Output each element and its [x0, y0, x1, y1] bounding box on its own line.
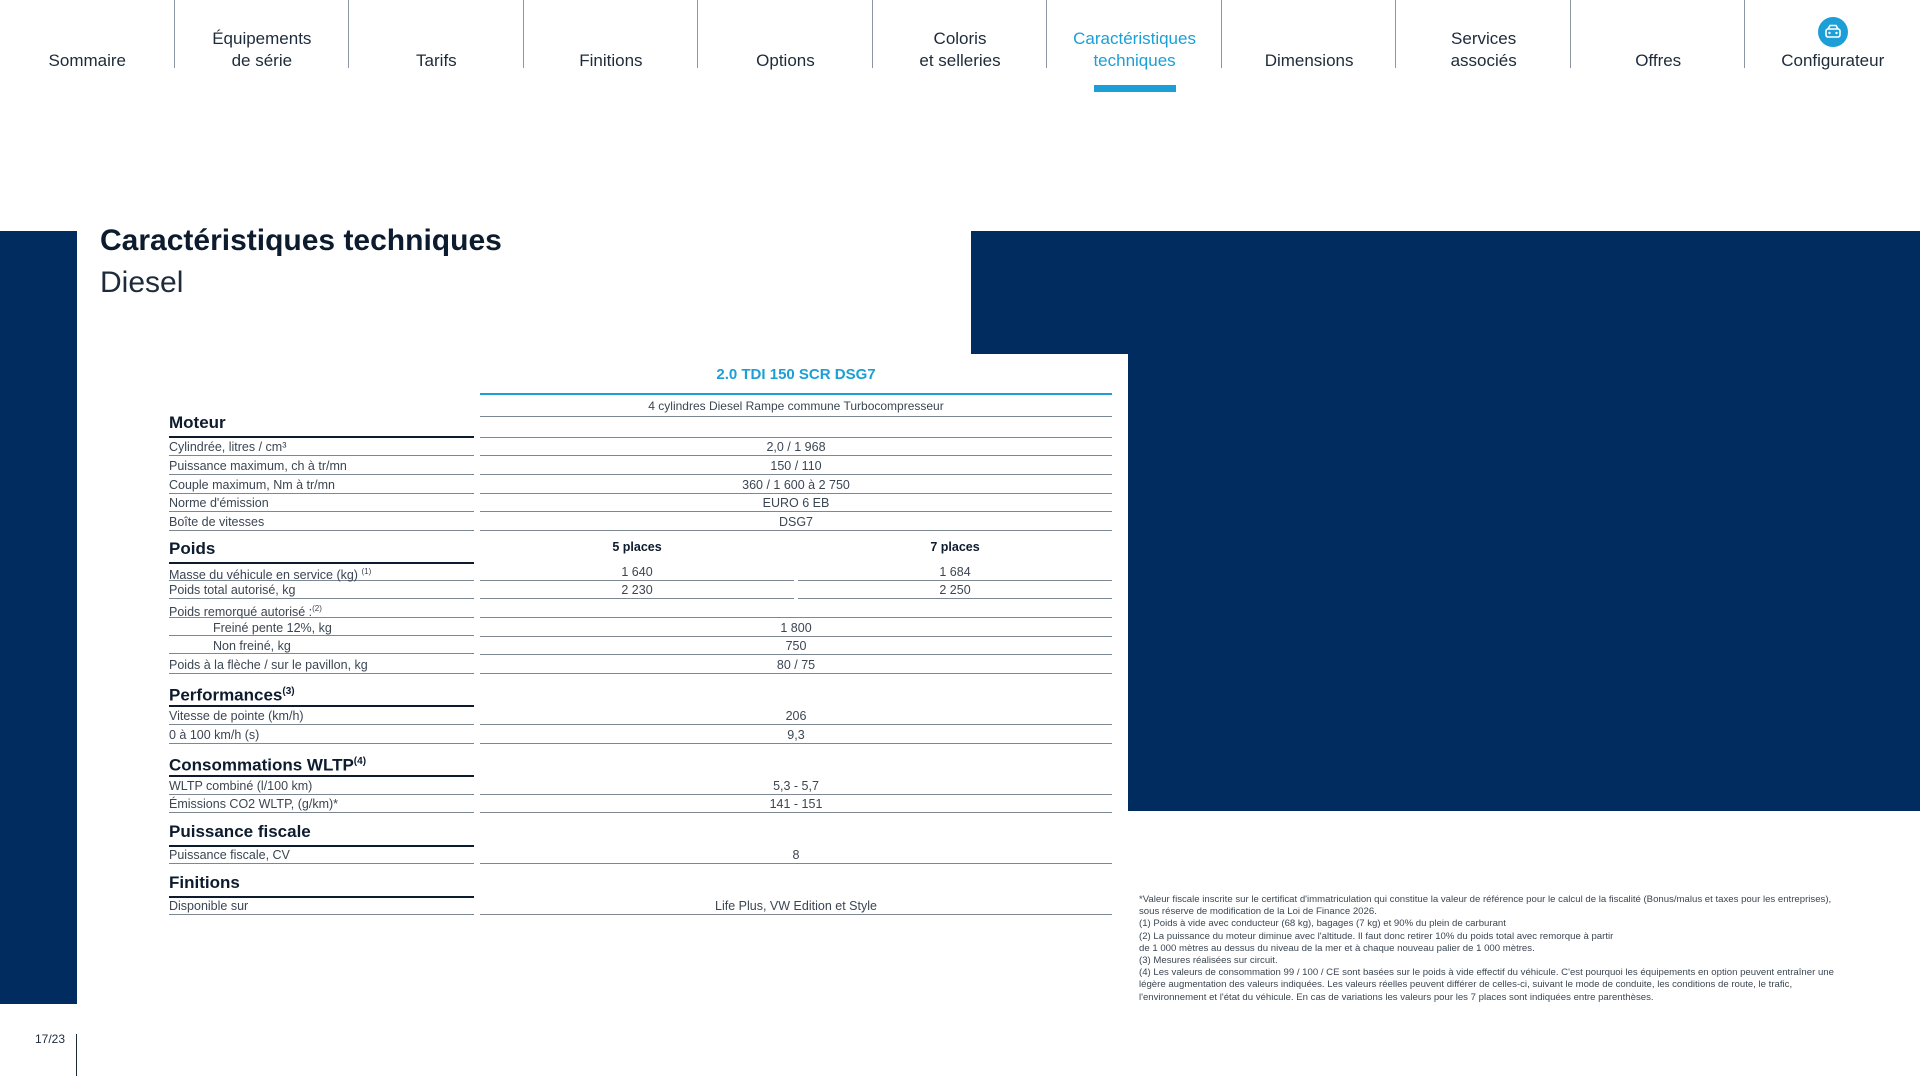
nav-equipements[interactable] [175, 0, 350, 92]
nav-label-line2: de série [231, 51, 293, 70]
footnote: (3) Mesures réalisées sur circuit. [1139, 955, 1278, 967]
nav-label: Finitions [579, 51, 643, 70]
row-label: Émissions CO2 WLTP, (g/km)* [169, 795, 474, 813]
nav-label-line2: techniques [1093, 51, 1176, 70]
row-label: Couple maximum, Nm à tr/mn [169, 476, 474, 494]
row-value: 206 [480, 707, 1112, 725]
table-row [169, 581, 1112, 599]
engine-description: 4 cylindres Diesel Rampe commune Turbocompresseur [648, 399, 944, 413]
nav-options[interactable] [698, 0, 873, 92]
row-value-5-places: 1 640 [480, 563, 794, 581]
row-value: 360 / 1 600 à 2 750 [480, 476, 1112, 494]
row-label [169, 600, 474, 618]
nav-label-line1: Coloris [933, 29, 987, 48]
row-value-5-places: 2 230 [480, 581, 794, 599]
table-row [169, 897, 1112, 915]
table-row [169, 726, 1112, 744]
section-finitions: Finitions [169, 872, 474, 898]
row-value-7-places: 2 250 [798, 581, 1112, 599]
footnote: *Valeur fiscale inscrite sur le certificat d'immatriculation qui constitue la valeur de référence pour le calcul de la fiscalité (Bonus/malus et taxes pour les entreprises), sous réserve de modification de la Loi de Finance 2026. [1139, 894, 1832, 918]
row-label-text: Poids remorqué autorisé : [169, 605, 313, 620]
section-consommations [169, 751, 474, 777]
model-name: 2.0 TDI 150 SCR DSG7 [716, 366, 876, 383]
row-value: EURO 6 EB [480, 494, 1112, 512]
row-label: Disponible sur [169, 897, 474, 915]
footnote: (1) Poids à vide avec conducteur (68 kg), bagages (7 kg) et 90% du plein de carburant [1139, 918, 1506, 930]
table-row [169, 513, 1112, 531]
row-value: 2,0 / 1 968 [480, 438, 1112, 456]
row-label: Puissance maximum, ch à tr/mn [169, 457, 474, 475]
row-value: 8 [480, 846, 1112, 864]
row-value: 750 [480, 637, 1112, 655]
nav-label: Dimensions [1264, 51, 1354, 70]
nav-tarifs[interactable] [349, 0, 524, 92]
footnote: (2) La puissance du moteur diminue avec l'altitude. Il faut donc retirer 10% du poids total avec remorque à partir [1139, 930, 1614, 942]
row-value: 5,3 - 5,7 [480, 777, 1112, 795]
section-moteur: Moteur [169, 412, 474, 438]
row-value: 1 800 [480, 619, 1112, 637]
row-value: 150 / 110 [480, 457, 1112, 475]
table-row [169, 707, 1112, 725]
table-row [169, 476, 1112, 494]
row-value: Life Plus, VW Edition et Style [480, 897, 1112, 915]
row-label [169, 563, 474, 581]
row-value: 141 - 151 [480, 795, 1112, 813]
section-poids: Poids [169, 538, 474, 564]
nav-coloris[interactable] [873, 0, 1048, 92]
table-row [169, 438, 1112, 456]
row-label: Norme d'émission [169, 494, 474, 512]
nav-label: Sommaire [48, 51, 126, 70]
nav-configurateur[interactable] [1745, 0, 1920, 92]
nav-caracteristiques[interactable] [1047, 0, 1222, 92]
top-navigation [0, 0, 1920, 92]
row-label: 0 à 100 km/h (s) [169, 726, 474, 744]
nav-label-line1: Services [1451, 29, 1517, 48]
table-row [169, 494, 1112, 512]
row-value [480, 600, 1112, 618]
nav-label-line1: Équipements [212, 29, 312, 48]
page-number: 17/23 [35, 1032, 66, 1046]
section-performances [169, 681, 474, 707]
footnotes [1139, 894, 1849, 1004]
footnote: de 1 000 mètres au dessus du niveau de la mer et à chaque nouveau palier de 1 000 mètres. [1139, 942, 1535, 954]
section-label: Performances [169, 685, 283, 705]
page-number-divider [76, 1034, 77, 1076]
footnote-ref: (1) [361, 567, 372, 576]
nav-finitions[interactable] [524, 0, 699, 92]
nav-label-line2: et selleries [919, 51, 1001, 70]
footnote-ref: (2) [312, 604, 322, 613]
header-divider [480, 393, 1112, 395]
active-tab-indicator [1094, 85, 1176, 92]
page-subtitle: Diesel [100, 266, 184, 299]
table-row [169, 619, 1112, 637]
row-label: Poids à la flèche / sur le pavillon, kg [169, 656, 474, 674]
row-label: Non freiné, kg [169, 637, 474, 654]
row-value: DSG7 [480, 513, 1112, 531]
table-row [169, 637, 1112, 655]
col-7-places: 7 places [930, 540, 980, 554]
nav-label-line1: Caractéristiques [1073, 29, 1196, 48]
table-row [169, 457, 1112, 475]
row-label-text: Masse du véhicule en service (kg) [169, 568, 358, 583]
table-row [169, 846, 1112, 864]
row-label: Puissance fiscale, CV [169, 846, 474, 864]
table-row [169, 777, 1112, 795]
footnote-ref: (4) [353, 756, 367, 767]
table-row [169, 656, 1112, 674]
nav-dimensions[interactable] [1222, 0, 1397, 92]
row-label: Vitesse de pointe (km/h) [169, 707, 474, 725]
left-brand-bar [0, 231, 77, 1004]
row-value: 9,3 [480, 726, 1112, 744]
footnote: (4) Les valeurs de consommation 99 / 100 / CE sont basées sur le poids à vide effectif du véhicule. C'est pourquoi les équipements en option peuvent entraîner une légère augmentation des valeurs indiquées. Les valeurs réelles peuvent différer de celles-ci, suivant le mode de conduite, les conditions de route, le trafic, l'environnement et l'état du véhicule. En cas de variations les valeurs pour les 7 places sont indiquées entre parenthèses. [1139, 967, 1834, 1003]
car-configurator-icon [1818, 17, 1848, 47]
table-row [169, 563, 1112, 581]
divider [480, 416, 1112, 417]
nav-label: Tarifs [416, 51, 457, 70]
table-row [169, 795, 1112, 813]
row-label: Poids total autorisé, kg [169, 581, 474, 599]
nav-label-line2: associés [1450, 51, 1517, 70]
nav-services[interactable] [1396, 0, 1571, 92]
row-value-7-places: 1 684 [798, 563, 1112, 581]
row-label: Cylindrée, litres / cm³ [169, 438, 474, 456]
row-label: Freiné pente 12%, kg [169, 619, 474, 636]
section-puissance-fiscale: Puissance fiscale [169, 821, 474, 847]
page-title: Caractéristiques techniques [100, 224, 502, 257]
nav-sommaire[interactable] [0, 0, 175, 92]
nav-offres[interactable] [1571, 0, 1746, 92]
nav-label: Offres [1635, 51, 1682, 70]
col-5-places: 5 places [612, 540, 662, 554]
row-value: 80 / 75 [480, 656, 1112, 674]
section-label: Consommations WLTP [169, 755, 354, 775]
row-label: Boîte de vitesses [169, 513, 474, 531]
nav-label: Options [756, 51, 815, 70]
row-label: WLTP combiné (l/100 km) [169, 777, 474, 795]
nav-label: Configurateur [1781, 51, 1885, 70]
table-row [169, 600, 1112, 618]
footnote-ref: (3) [282, 686, 295, 697]
